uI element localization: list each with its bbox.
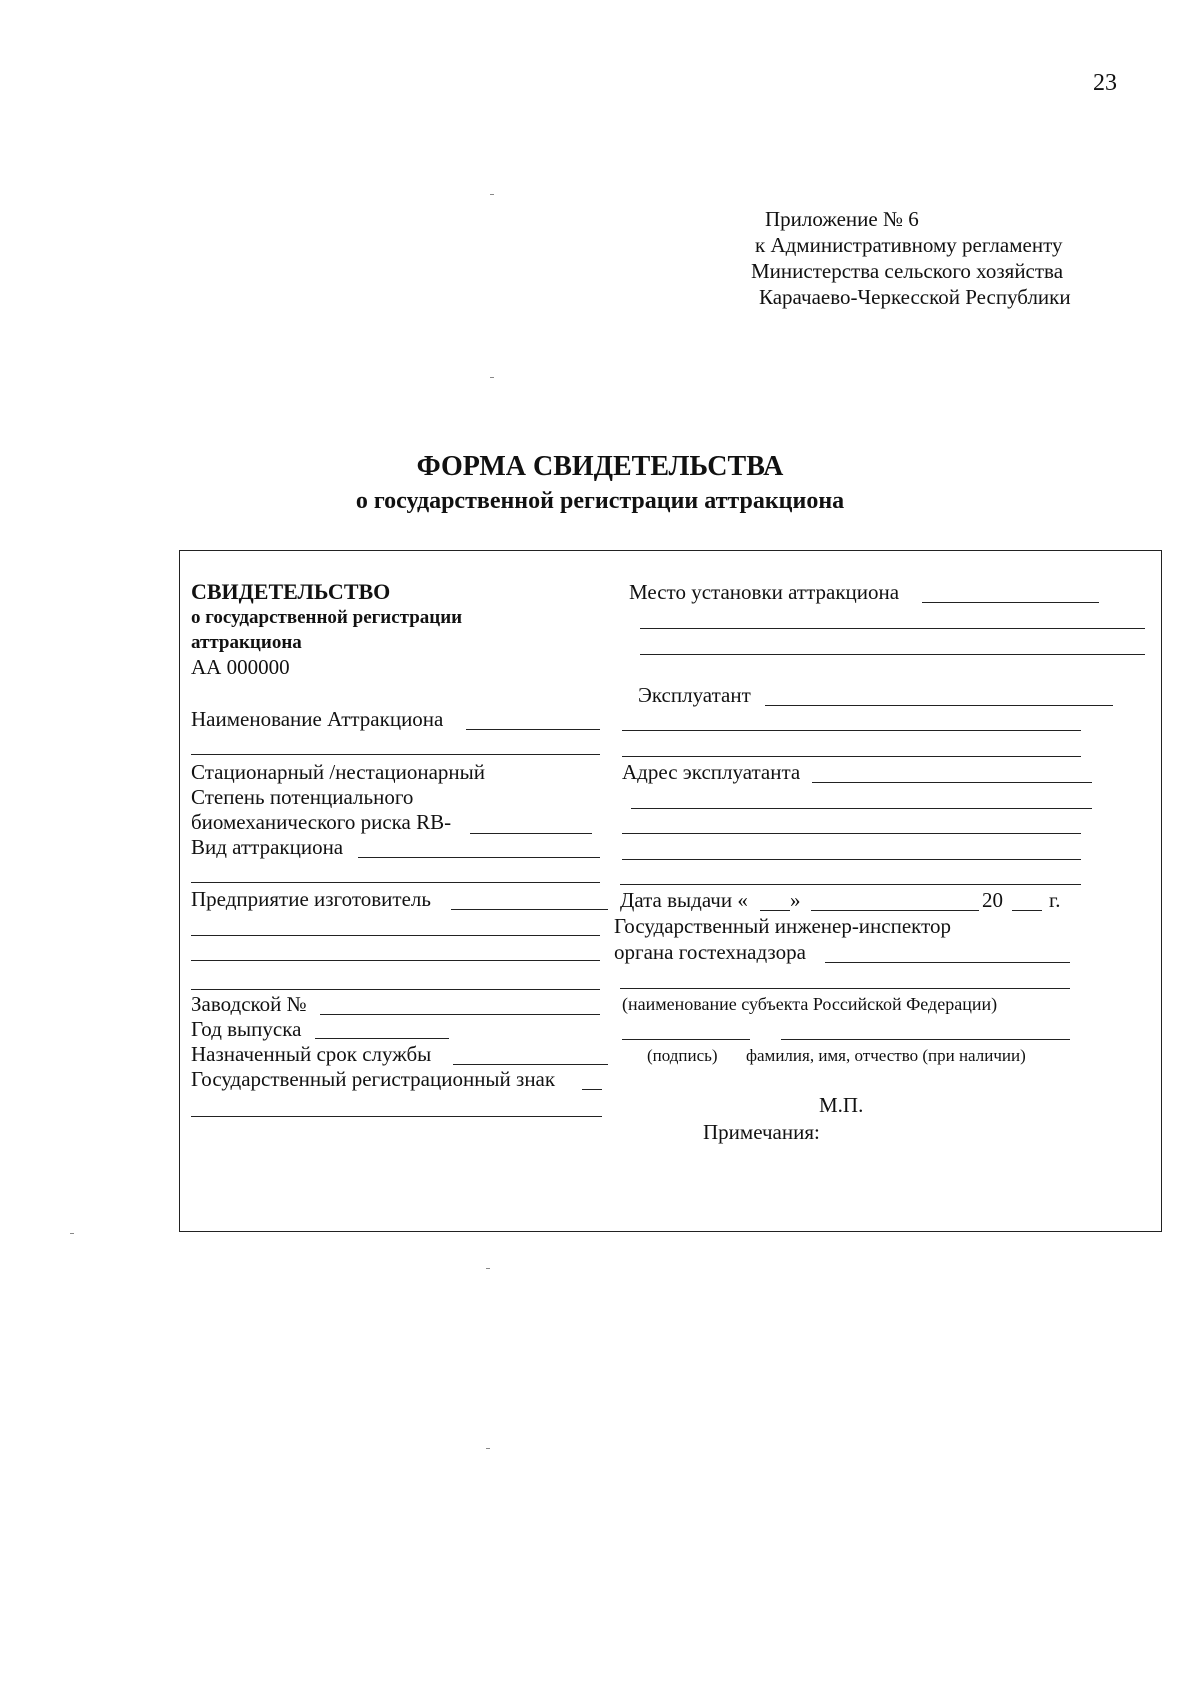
location-field-line-2[interactable]	[640, 628, 1145, 629]
appendix-line-3: Министерства сельского хозяйства	[751, 259, 1064, 283]
issue-year-field-line[interactable]	[1012, 910, 1042, 911]
fio-caption: фамилия, имя, отчество (при наличии)	[746, 1046, 1026, 1065]
signature-caption: (подпись)	[647, 1046, 718, 1065]
notes-label: Примечания:	[703, 1120, 820, 1144]
reg-sign-label: Государственный регистрационный знак	[191, 1067, 556, 1091]
signature-field-line[interactable]	[622, 1039, 750, 1040]
fio-field-line[interactable]	[781, 1039, 1070, 1040]
issue-year-suffix: г.	[1049, 888, 1061, 912]
issue-year-prefix: 20	[982, 888, 1003, 912]
service-life-label: Назначенный срок службы	[191, 1042, 432, 1066]
location-field-line[interactable]	[922, 602, 1099, 603]
issue-month-field-line[interactable]	[811, 910, 979, 911]
operator-field-line-3[interactable]	[622, 756, 1081, 757]
operator-field-line[interactable]	[765, 705, 1113, 706]
name-label: Наименование Аттракциона	[191, 707, 444, 731]
serial-label: Заводской №	[191, 992, 307, 1016]
subject-field-line[interactable]	[620, 988, 1070, 989]
type-field-line[interactable]	[358, 857, 600, 858]
form-title: ФОРМА СВИДЕТЕЛЬСТВА	[416, 451, 784, 482]
appendix-line-2: к Административному регламенту	[755, 233, 1063, 257]
reg-sign-field-line[interactable]	[582, 1089, 602, 1090]
scan-mark	[486, 1448, 490, 1449]
reg-sign-field-line-2[interactable]	[191, 1116, 602, 1117]
inspector-field-line[interactable]	[825, 962, 1070, 963]
page-number: 23	[1093, 70, 1117, 96]
serial-field-line[interactable]	[320, 1014, 600, 1015]
operator-address-field-line[interactable]	[812, 782, 1092, 783]
manufacturer-field-line-3[interactable]	[191, 960, 600, 961]
scan-mark	[486, 1268, 490, 1269]
operator-address-field-line-5[interactable]	[620, 884, 1081, 885]
inspector-label-2: органа гостехнадзора	[614, 940, 806, 964]
inspector-label-1: Государственный инженер-инспектор	[614, 914, 951, 938]
operator-address-field-line-2[interactable]	[631, 808, 1092, 809]
manufacturer-field-line-4[interactable]	[191, 989, 600, 990]
scan-mark	[70, 1233, 74, 1234]
year-label: Год выпуска	[191, 1017, 302, 1041]
form-subtitle: о государственной регистрации аттракциона	[355, 488, 845, 514]
risk-label-1: Степень потенциального	[191, 785, 414, 809]
manufacturer-field-line[interactable]	[451, 909, 608, 910]
name-field-line-2[interactable]	[191, 754, 600, 755]
appendix-line-4: Карачаево-Черкесской Республики	[759, 285, 1071, 309]
issue-day-field-line[interactable]	[760, 910, 790, 911]
type-label: Вид аттракциона	[191, 835, 344, 859]
type-field-line-2[interactable]	[191, 882, 600, 883]
manufacturer-label: Предприятие изготовитель	[191, 887, 431, 911]
certificate-heading: СВИДЕТЕЛЬСТВО	[191, 579, 391, 604]
appendix-line-1: Приложение № 6	[765, 207, 919, 231]
location-field-line-3[interactable]	[640, 654, 1145, 655]
issue-date-quote-close: »	[790, 888, 801, 912]
manufacturer-field-line-2[interactable]	[191, 935, 600, 936]
stamp-label: М.П.	[819, 1093, 864, 1117]
subject-caption: (наименование субъекта Российской Федерации)	[622, 994, 998, 1014]
operator-address-field-line-4[interactable]	[622, 859, 1081, 860]
scan-mark	[490, 377, 494, 378]
certificate-number: АА 000000	[191, 655, 290, 679]
service-life-field-line[interactable]	[453, 1064, 608, 1065]
risk-label-2: биомеханического риска RB-	[191, 810, 452, 834]
issue-date-label: Дата выдачи «	[620, 888, 748, 912]
stationary-label: Стационарный /нестационарный	[191, 760, 485, 784]
year-field-line[interactable]	[315, 1038, 449, 1039]
certificate-subheading-2: аттракциона	[191, 632, 302, 653]
location-label: Место установки аттракциона	[629, 580, 900, 604]
appendix-header	[751, 206, 1071, 310]
operator-label: Эксплуатант	[638, 683, 751, 707]
operator-address-label: Адрес эксплуатанта	[622, 760, 801, 784]
name-field-line[interactable]	[466, 729, 600, 730]
scan-mark	[490, 194, 494, 195]
risk-field-line[interactable]	[470, 833, 592, 834]
certificate-subheading-1: о государственной регистрации	[191, 607, 463, 628]
operator-address-field-line-3[interactable]	[622, 833, 1081, 834]
operator-field-line-2[interactable]	[622, 730, 1081, 731]
